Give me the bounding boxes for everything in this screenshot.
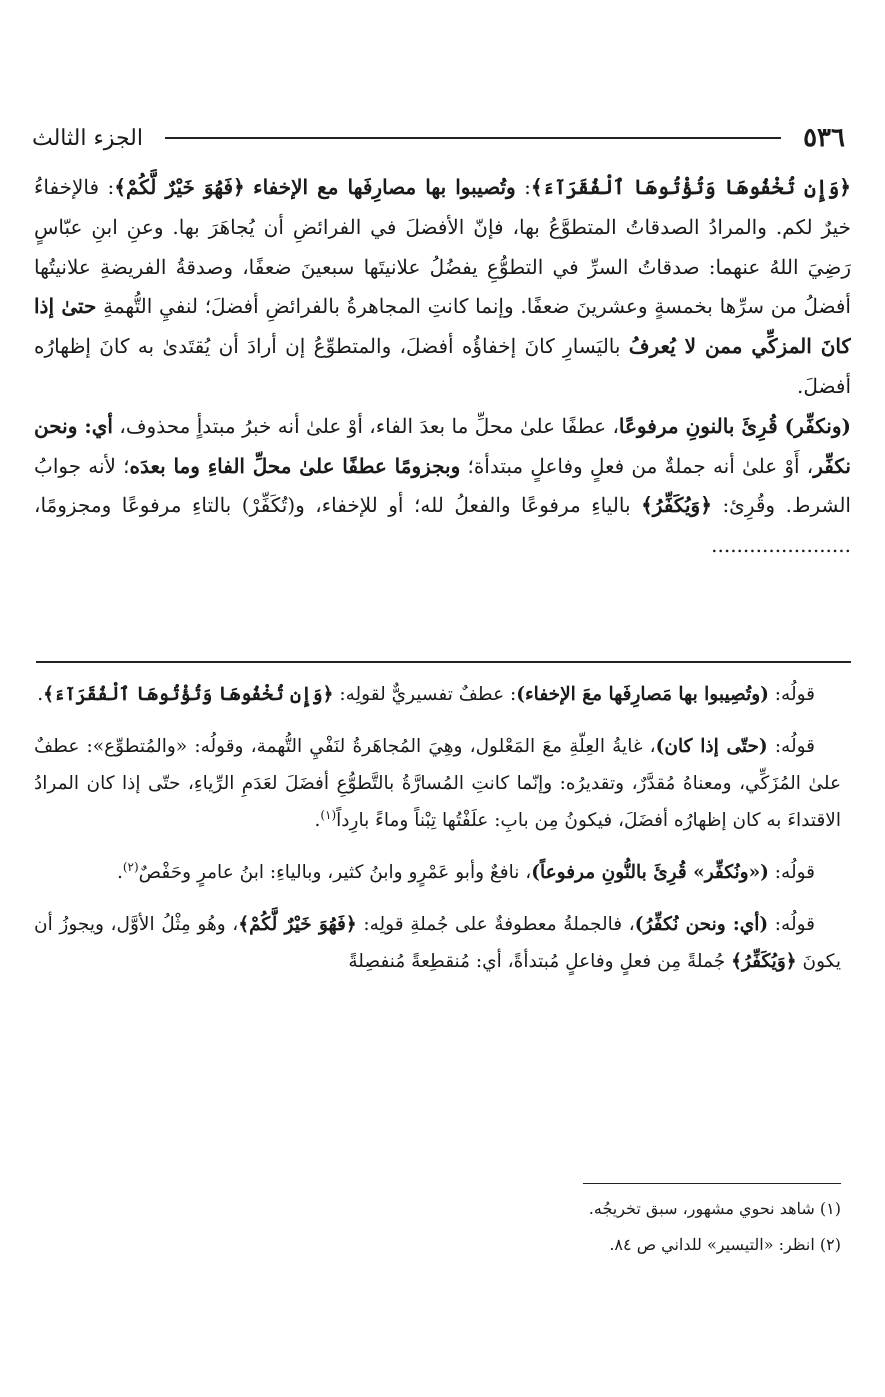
text-span: : فالإخفاءُ خيرٌ لكم. والمرادُ الصدقاتُ المتطوَّعُ بها، فإنّ الأفضلَ في الفرائضِ أن يُجاهَرَ بها. وعنِ ابنِ عبّاسٍ رَضِيَ اللهُ عنهما: صدقاتُ السرِّ في التطوُّعِ يفضُلُ علانيتَها سبعينَ ضعفًا، وصدقةُ الفريضةِ علانيتُها أفضلُ من سرِّها بخمسةٍ وعشرينَ ضعفًا. وإنما كانتِ المجاهرةُ بالفرائضِ أفضلَ؛ لنفيِ التُّهمةِ xyxy=(34,175,851,319)
text-span: ؛ لأنه جوابُ الشرط. وقُرِئ: xyxy=(34,453,851,518)
footnote-ref-1[interactable]: (١) xyxy=(320,807,337,822)
text-span xyxy=(245,175,253,199)
bold-text: (أي: ونحن نُكفِّرُ) xyxy=(634,914,769,935)
text-span: : xyxy=(515,175,531,199)
text-span: ، أَوْ علىٰ أنه جملةٌ من فعلٍ وفاعلٍ مبتدأة؛ xyxy=(460,453,814,478)
commentary-label: قولُه: xyxy=(768,862,815,883)
commentary-paragraph-1 xyxy=(34,676,841,713)
commentary-label: قولُه: xyxy=(767,736,816,757)
commentary-label: قولُه: xyxy=(768,914,815,935)
bold-text: أي: ونحن نكفِّر xyxy=(34,413,851,478)
main-paragraph-1 xyxy=(34,168,851,407)
commentary-paragraph-2 xyxy=(34,728,841,839)
quran-verse: ﴿وَيُكَفِّرُ﴾ xyxy=(731,951,797,972)
running-title: الجزء الثالث xyxy=(32,125,143,151)
quran-verse: ﴿وَإِن تُخْفُوهَا وَتُؤْتُوهَا ٱلْفُقَرَآءَ﴾ xyxy=(530,175,851,199)
footnote-2: (٢) انظر: «التيسير» للداني ص ٨٤. xyxy=(609,1235,841,1254)
main-text xyxy=(34,168,851,646)
text-span: بالياءِ مرفوعًا والفعلُ لله؛ أو للإخفاء، و(تُكَفِّرْ) بالتاءِ مرفوعًا ومجزومًا، ...................... xyxy=(34,493,851,558)
footnote-divider xyxy=(583,1183,841,1184)
main-paragraph-2 xyxy=(34,407,851,566)
quran-verse: ﴿وَيُكَفِّرُ﴾ xyxy=(641,493,712,518)
text-span: ، نافعٌ وأبو عَمْرٍو وابنُ كثير، وبالياءِ: ابنُ عامرٍ وحَفْصٌ xyxy=(138,862,532,883)
quran-verse: ﴿وَإِن تُخْفُوهَا وَتُؤْتُوهَا ٱلْفُقَرَآءَ﴾ xyxy=(43,684,334,705)
footnotes xyxy=(320,1196,841,1268)
page-header xyxy=(32,118,845,158)
bold-text: وبجزومًا عطفًا علىٰ محلِّ الفاءِ وما بعدَه xyxy=(129,453,461,478)
bold-text: (ونكفِّر) قُرِئَ بالنونِ مرفوعًا xyxy=(618,413,851,438)
text-span: ، عطفًا علىٰ محلِّ ما بعدَ الفاء، أوْ علىٰ أنه خبرُ مبتدأٍ محذوف، xyxy=(112,413,619,438)
quran-verse: ﴿فَهُوَ خَيْرٌ لَّكُمْ﴾ xyxy=(114,175,245,199)
text-span: : عطفٌ تفسيريٌّ لقولِه: xyxy=(333,684,517,705)
text-span: باليَسارِ كانَ إخفاؤُه أفضلَ، والمتطوِّعُ إن أرادَ أن يُقتَدىٰ به كانَ إظهارُه أفضلَ. xyxy=(34,334,851,398)
quran-verse: ﴿فَهُوَ خَيْرٌ لَّكُمْ﴾ xyxy=(238,914,357,935)
bold-text: (وتُصِيبوا بها مَصارِفَها معَ الإخفاء) xyxy=(516,684,769,705)
text-span: ، فالجملةُ معطوفةٌ على جُملةِ قولِه: xyxy=(356,914,635,935)
text-span: ، غايةُ العِلّةِ معَ المَعْلول، وهِيَ المُجاهَرةُ لنَفْيِ التُّهمة، وقولُه: «والمُتطوِّع»: عطفٌ علىٰ المُزَكِّي، ومعناهُ مُقدَّرٌ، وتقديرُه: وإنّما كانتِ المُسارَّةُ بالتَّطوُّعِ أفضَلَ لعَدَمِ الرِّياءِ، حتّى إذا كان المرادُ الاقتداءَ به كان إظهارُه أفضَلَ، فيكونُ مِن بابِ: علَفْتُها تِبْناً وماءً بارِداً xyxy=(34,736,841,831)
page-number: ٥٣٦ xyxy=(803,123,845,153)
text-span: . xyxy=(314,810,321,831)
bold-text: («ونُكفِّر» قُرِئَ بالنُّونِ مرفوعاً) xyxy=(531,862,769,883)
text-span: ، وهُو مِثْلُ الأوَّل، ويجوزُ أن يكونَ xyxy=(34,914,841,972)
footnote-ref-2[interactable]: (٢) xyxy=(122,859,139,874)
footnote-1: (١) شاهد نحوي مشهور، سبق تخريجُه. xyxy=(588,1199,841,1218)
commentary-paragraph-4 xyxy=(34,906,841,980)
commentary-label: قولُه: xyxy=(768,684,815,705)
text-span: . xyxy=(116,862,123,883)
commentary-paragraph-3 xyxy=(34,854,841,891)
text-span: جُملةً مِن فعلٍ وفاعلٍ مُبتدأةً، أي: مُنقطِعةً مُنفصِلةً xyxy=(348,951,732,972)
bold-text: (حتّى إذا كان) xyxy=(655,736,768,757)
section-divider xyxy=(36,661,851,663)
bold-text: وتُصيبوا بها مصارِفَها مع الإخفاء xyxy=(253,175,516,199)
header-rule xyxy=(165,137,781,139)
text-span: . xyxy=(37,684,44,705)
bold-text: حتىٰ إذا كانَ المزكِّي ممن لا يُعرفُ xyxy=(34,294,851,359)
commentary-section xyxy=(34,676,841,1176)
